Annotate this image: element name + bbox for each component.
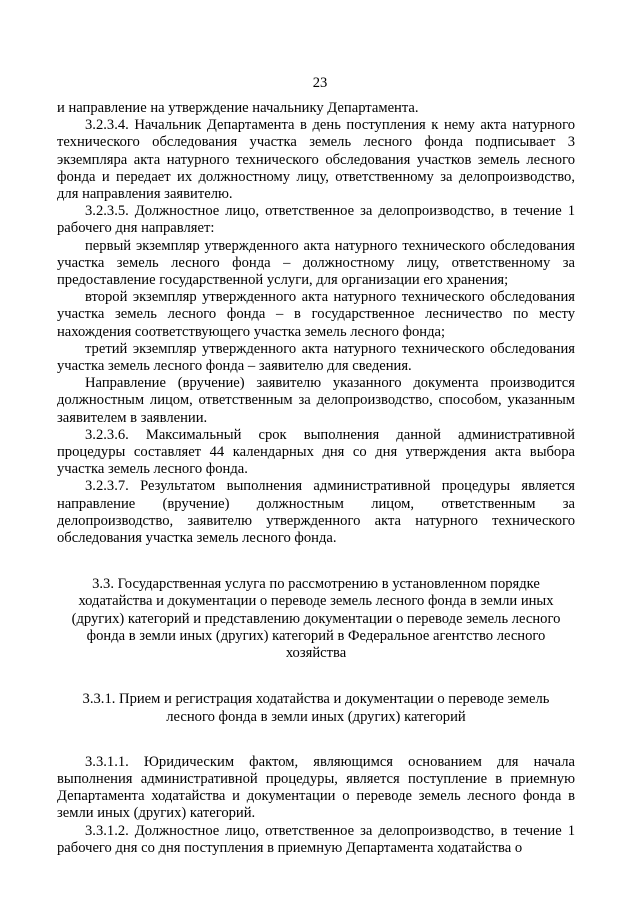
- section-heading-3-3: 3.3. Государственная услуга по рассмотрению в установленном порядке ходатайства и документации о переводе земель лесного фонда в земли иных (других) категорий и представлению документации о переводе земель лесного фонда в земли иных (других) категорий в Федеральное агентство лесного хозяйства: [71, 576, 561, 662]
- paragraph-3-2-3-4: 3.2.3.4. Начальник Департамента в день поступления к нему акта натурного технического обследования участка земель лесного фонда подписывает 3 экземпляра акта натурного технического обследования участков земель лесного фонда и передает их должностному лицу, ответственному за делопроизводство, для направления заявителю.: [57, 117, 575, 203]
- page-number: 23: [312, 75, 328, 91]
- document-body: [57, 100, 575, 857]
- paragraph-3-2-3-7: 3.2.3.7. Результатом выполнения административной процедуры является направление (вручение) должностным лицом, ответственным за делопроизводство, заявителю утвержденного акта натурного технического обследования участка земель лесного фонда.: [57, 478, 575, 547]
- paragraph-3-3-1-2: 3.3.1.2. Должностное лицо, ответственное за делопроизводство, в течение 1 рабочего дня со дня поступления в приемную Департамента ходатайства о: [57, 822, 575, 856]
- paragraph-delivery: Направление (вручение) заявителю указанного документа производится должностным лицом, ответственным за делопроизводство, способом, указанным заявителем в заявлении.: [57, 375, 575, 426]
- paragraph-3-3-1-1: 3.3.1.1. Юридическим фактом, являющимся основанием для начала выполнения административной процедуры, является поступление в приемную Департамента ходатайства и документации о переводе земель лесного фонда в земли иных (других) категорий.: [57, 753, 575, 822]
- paragraph-third-copy: третий экземпляр утвержденного акта натурного технического обследования участка земель лесного фонда – заявителю для сведения.: [57, 340, 575, 375]
- paragraph-first-copy: первый экземпляр утвержденного акта натурного технического обследования участка земель лесного фонда – должностному лицу, ответственному за предоставление государственной услуги, для организации его хранения;: [57, 237, 575, 289]
- paragraph-3-2-3-5: 3.2.3.5. Должностное лицо, ответственное за делопроизводство, в течение 1 рабочего дня направляет:: [57, 203, 575, 237]
- paragraph-second-copy: второй экземпляр утвержденного акта натурного технического обследования участка земель лесного фонда – в государственное лесничество по месту нахождения соответствующего участка земель лесного фонда;: [57, 289, 575, 340]
- paragraph-continuation: и направление на утверждение начальнику Департамента.: [57, 100, 419, 116]
- subsection-heading-3-3-1: 3.3.1. Прием и регистрация ходатайства и документации о переводе земель лесного фонда в земли иных (других) категорий: [82, 691, 550, 725]
- paragraph-3-2-3-6: 3.2.3.6. Максимальный срок выполнения данной административной процедуры составляет 44 календарных дня со дня утверждения акта выбора участка земель лесного фонда.: [57, 426, 575, 478]
